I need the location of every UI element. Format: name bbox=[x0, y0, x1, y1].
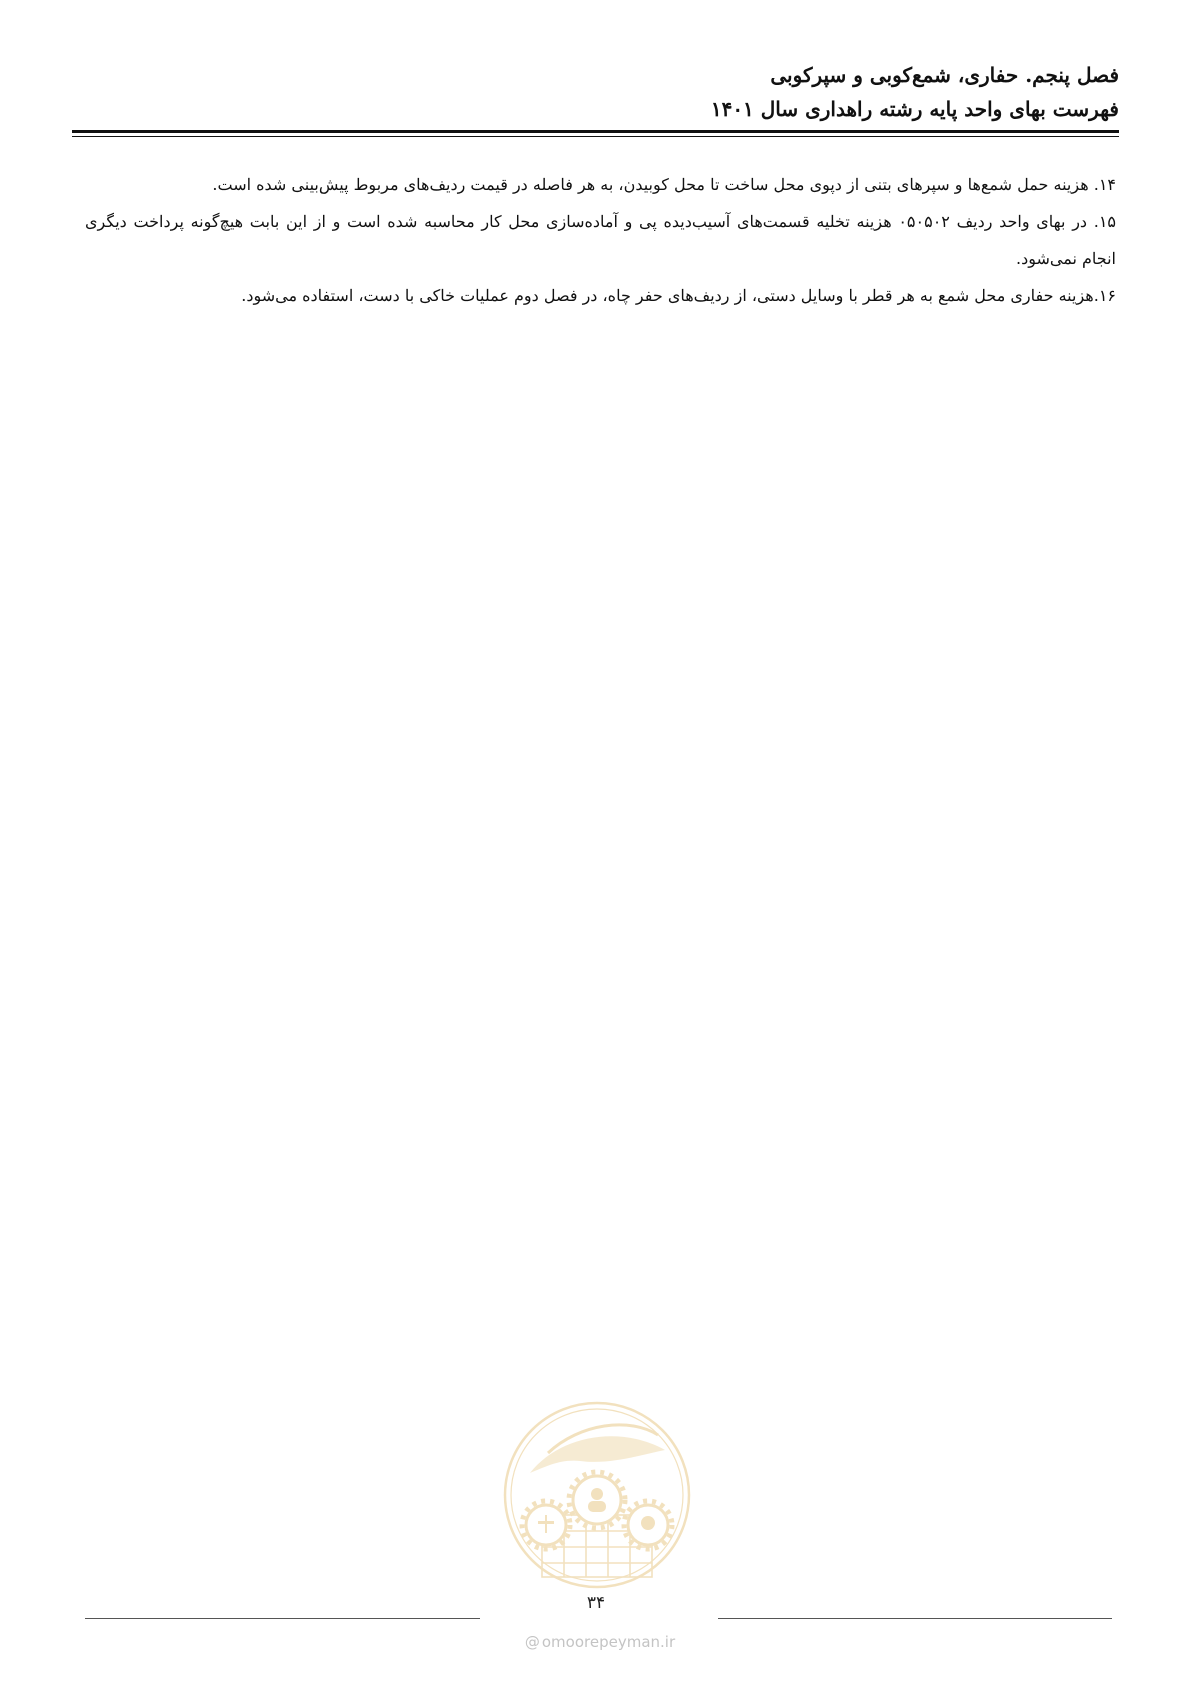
note-14: ۱۴. هزینه حمل شمع‌ها و سپرهای بتنی از دپوی محل ساخت تا محل کوبیدن، به هر فاصله در قیمت ردیف‌های مربوط پیش‌بینی شده است. bbox=[212, 175, 1116, 194]
header-divider-thin bbox=[72, 136, 1119, 137]
at-sign-icon: @ bbox=[524, 1633, 540, 1651]
site-credit-url: omoorepeyman.ir bbox=[541, 1633, 676, 1651]
chapter-title: فصل پنجم. حفاری، شمع‌کوبی و سپرکوبی bbox=[770, 63, 1119, 87]
page-number: ۳۴ bbox=[586, 1593, 606, 1613]
site-credit bbox=[480, 1633, 720, 1651]
note-16: ۱۶.هزینه حفاری محل شمع به هر قطر با وسایل دستی، از ردیف‌های حفر چاه، در فصل دوم عملیات خاکی با دست، استفاده می‌شود. bbox=[241, 286, 1116, 305]
footer-divider-left bbox=[85, 1618, 480, 1619]
header-divider-thick bbox=[72, 130, 1119, 133]
price-list-title: فهرست بهای واحد پایه رشته راهداری سال ۱۴۰۱ bbox=[710, 97, 1119, 121]
note-15: ۱۵. در بهای واحد ردیف ۰۵۰۵۰۲ هزینه تخلیه قسمت‌های آسیب‌دیده پی و آماده‌سازی محل کار محاسبه شده است و از این بابت هیچ‌گونه پرداخت دیگری انجام نمی‌شود. bbox=[85, 212, 1117, 268]
page-header bbox=[72, 58, 1119, 126]
footer-divider-right bbox=[718, 1618, 1112, 1619]
notes-section bbox=[85, 166, 1116, 314]
watermark-logo bbox=[500, 1395, 694, 1595]
